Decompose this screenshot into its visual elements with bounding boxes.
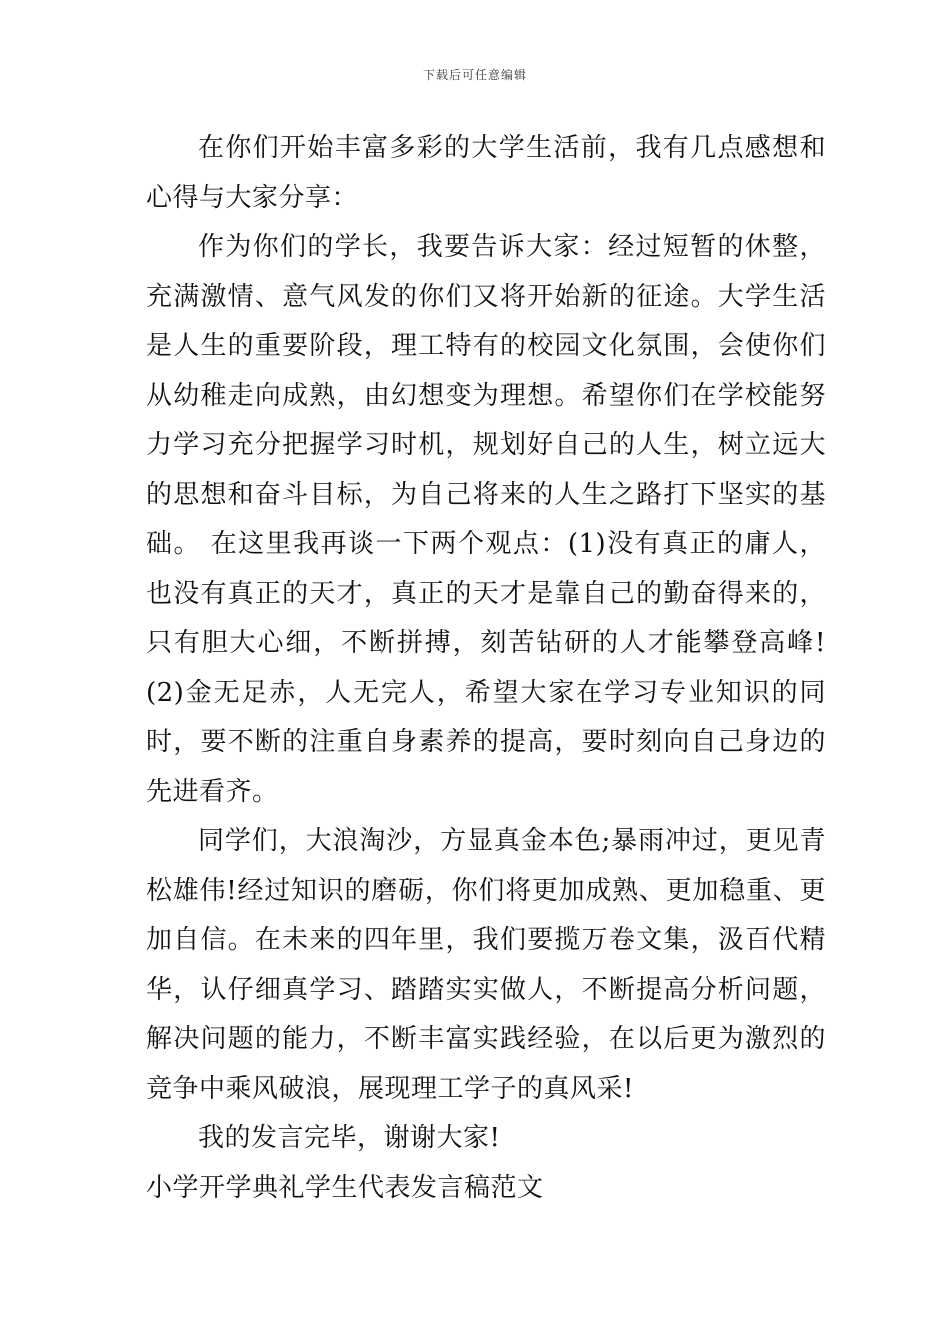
document-body — [146, 124, 826, 1213]
paragraph-advice: 作为你们的学长，我要告诉大家：经过短暂的休整，充满激情、意气风发的你们又将开始新的征途。大学生活是人生的重要阶段，理工特有的校园文化氛围，会使你们从幼稚走向成熟，由幻想变为理想。希望你们在学校能努力学习充分把握学习时机，规划好自己的人生，树立远大的思想和奋斗目标，为自己将来的人生之路打下坚实的基础。 在这里我再谈一下两个观点：(1)没有真正的庸人，也没有真正的天才，真正的天才是靠自己的勤奋得来的，只有胆大心细，不断拼搏，刻苦钻研的人才能攀登高峰!(2)金无足赤，人无完人，希望大家在学习专业知识的同时，要不断的注重自身素养的提高，要时刻向自己身边的先进看齐。 — [146, 232, 826, 807]
next-section-title: 小学开学典礼学生代表发言稿范文 — [146, 1172, 544, 1203]
paragraph-encouragement: 同学们，大浪淘沙，方显真金本色;暴雨冲过，更见青松雄伟!经过知识的磨砺，你们将更加成熟、更加稳重、更加自信。在未来的四年里，我们要揽万卷文集，汲百代精华，认仔细真学习、踏踏实实做人，不断提高分析问题，解决问题的能力，不断丰富实践经验，在以后更为激烈的竞争中乘风破浪，展现理工学子的真风采! — [146, 826, 826, 1104]
paragraph-intro: 在你们开始丰富多彩的大学生活前，我有几点感想和心得与大家分享： — [146, 133, 826, 213]
page-header: 下载后可任意编辑 — [422, 68, 527, 82]
paragraph-closing: 我的发言完毕，谢谢大家! — [198, 1123, 501, 1153]
